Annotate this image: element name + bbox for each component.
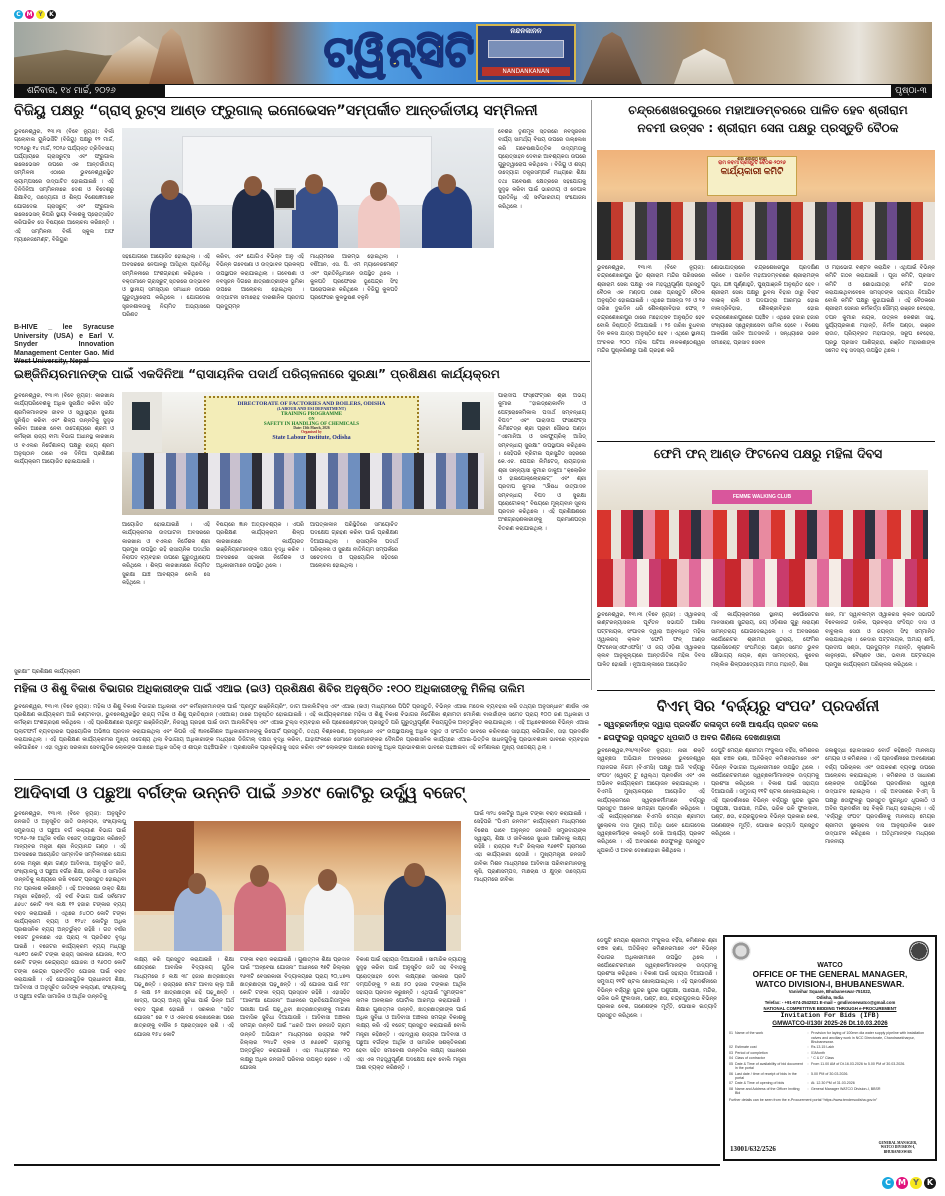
ad-cell-no: 02 (729, 1045, 733, 1050)
nandankanan-gate-image (476, 24, 576, 82)
ad-cell-value: 01Month (811, 1050, 825, 1055)
chemicals-column-3: ବିଷୟରେ ଜ୍ଞାନ ଅତ୍ୟାବଶ୍ୟକ । ଏପରି ପ୍ରଶିକ୍ଷଣ କାର୍ଯ୍ୟକ୍ରମ ଶିଳ୍ପ କାରଖାନାରେ କାର୍ଯ୍ୟରତ ଇଞ୍ଜିନିୟରମାନଙ୍କ ଦକ୍ଷତା ବୃଦ୍ଧି କରିବ । ଅବସରରେ ସହକାରୀ ନିର୍ଦ୍ଦେଶକ ଓ ଅଧିକାରୀମାନେ ଉପସ୍ଥିତ ଥିଲେ । (216, 522, 304, 570)
banner-line: State Labour Institute, Odisha (272, 435, 351, 442)
ad-cell-colon: : (807, 1071, 809, 1076)
ai-training-body: ଭୁବନେଶ୍ୱର, ୧୩।୩ (ବିବେ ନ୍ୟୁଜ): ମହିଳା ଓ ଶିଶୁ ବିକାଶ ବିଭାଗର ଅଧିକାରୀ ଏବଂ କର୍ମଚାରୀମାନଙ୍କ ପାଇଁ 'ପ୍ରମ୍ପ୍ଟ ଇଞ୍ଜିନିୟରିଂ', ଡାଟା ଆନାଲିଟିକ୍ସ ଏବଂ ଏଆଇ (ଇଓ) ମାଧ୍ୟମରେ ପିପିଟି ପ୍ରସ୍ତୁତି, ବିଭିନ୍ନ ଏଆଇ ମଡେଲ ବ୍ୟବହାର କରି ତଥ୍ୟର ଅନୁସନ୍ଧାନ' ଶୀର୍ଷକ ଏକ ପ୍ରଶିକ୍ଷଣ କାର୍ଯ୍ୟକ୍ରମ ଆଜି କଣ୍ଟାବାଡ଼ା, ଭୁବନେଶ୍ୱରସ୍ଥିତ ରାଜ୍ୟ ମହିଳା ଓ ଶିଶୁ ପ୍ରତିଷ୍ଠାନ (ଏସଆଇ) ଠାରେ ଅନୁଷ୍ଠିତ ହୋଇଯାଇଛି । ଏହି କାର୍ଯ୍ୟକ୍ରମରେ ମହିଳା ଓ ଶିଶୁ ବିକାଶ ବିଭାଗର ନିର୍ଦ୍ଦେଶିକା ଶ୍ରୀମତୀ ମୋନିଶା ବାନାର୍ଜୀଙ୍କ ସମେତ ପ୍ରାୟ ୧୦୦ ଜଣ ଅଧିକାରୀ ଓ କର୍ମଚାରୀ ଅଂଶଗ୍ରହଣ କରିଥିଲେ । ଏହି ପ୍ରଶିକ୍ଷଣରେ ପ୍ରମ୍ପ୍ଟ ଇଞ୍ଜିନିୟରିଂ, ନିଜସ୍ୱ ଗ୍ରହଣ ପାଇଁ ଡାଟା ଆନାଲିଟିକ୍ସ ଏବଂ ଏଆଇ ଟୁଲ୍ସ ବ୍ୟବହାର କରି ପ୍ରେଜେଣ୍ଟେସନ୍ ପ୍ରସ୍ତୁତି ପରି ଗୁରୁତ୍ୱପୂର୍ଣ୍ଣ ବିଷୟଗୁଡ଼ିକ ଅନ୍ତର୍ଭୁକ୍ତ କରାଯାଇଥିଲା । ଏହି ଅଧିବେଶନରେ ବିଭିନ୍ନ ଏଆଇ ପ୍ଲାଟଫର୍ମ ବ୍ୟବହାରର ପ୍ରାୟୋଗିକ ଅଭିଜ୍ଞତା ପ୍ରଦାନ କରାଯାଇଥିଲା ଏବଂ କିପରି ଏହି ଜ୍ଞାନକୌଶଳ ଅଧିକାରୀମାନଙ୍କୁ ରିପୋର୍ଟ ପ୍ରସ୍ତୁତି, ତଥ୍ୟ ବିଶ୍ଳେଷଣ, ଅନୁସନ୍ଧାନ ଏବଂ ଉପସ୍ଥାପନାକୁ ଅଧିକ ଦ୍ରୁତ ଓ ସଂଗଠିତ ଭାବରେ କରିବାରେ ସାହାଯ୍ୟ କରିପାରିବ, ତାହା ପ୍ରଦର୍ଶନ କରାଯାଇଥିଲା । ଏହି ପ୍ରଶିକ୍ଷଣ କାର୍ଯ୍ୟକ୍ରମର ମୁଖ୍ୟ ଉଦ୍ଦେଶ୍ୟ ଥିଲା ବିଭାଗୀୟ ଅଧିକାରୀଙ୍କ ମଧ୍ୟରେ ଡିଜିଟାଲ୍ ଦକ୍ଷତା ବୃଦ୍ଧି କରିବା, ଯାହାଫଳରେ ସେମାନେ ସେମାନଙ୍କର ଦୈନନ୍ଦିନ ପ୍ରଶାସନିକ କାର୍ଯ୍ୟରେ ଏଆଇ-ଭିତ୍ତିକ ସାଧନଗୁଡ଼ିକୁ ପ୍ରଭାବଶାଳୀ ଭାବରେ ବ୍ୟବହାର କରିପାରିବେ । ଏହା ଦ୍ୱାରା ସରକାରୀ ସେବାଗୁଡ଼ିକ ଲୋକଙ୍କ ପାଖରେ ଅଧିକ ସଠିକ୍ ଓ ଶୀଘ୍ର ପହଞ୍ଚିପାରିବ । ପ୍ରଶାସନିକ ପ୍ରକ୍ରିୟାକୁ ସହଜ କରିବା ଏବଂ ଲୋକଙ୍କ ପାଖରେ ସେବାକୁ ଅଧିକ ପ୍ରଭାବଶାଳୀ ଭାବରେ ପହଞ୍ଚାଇବା ଏହି କର୍ମଶାଳାର ମୁଖ୍ୟ ଉଦ୍ଦେଶ୍ୟ ଥିଲା । (14, 704, 589, 752)
bmc-column-1: ଭୁବନେଶ୍ୱର,୧୩/୩(ବିବେ ନ୍ୟୁଜ): ନାରୀ ଶକ୍ତି ସ୍ୱଚ୍ଛତା ଅଭିଯାନ ଅବସରରେ ଭୁବନେଶ୍ୱର ମହାନଗର ନିଗମ (ବିଏମସି) ପକ୍ଷରୁ ଆଜି 'ବର୍ଜ୍ୟରୁ ସଂପଦ' (ୱେଷ୍ଟ୍ ଟୁ ୱେଲ୍ଥ) ପ୍ରଦର୍ଶନୀ ଏବଂ ଏକ ଅଭିନବ କାର୍ଯ୍ୟକ୍ରମ ଆୟୋଜନ କରାଯାଇଥିଲା । ବିଏମସି ମୁଖ୍ୟାଳୟରେ ଆୟୋଜିତ ଏହି କାର୍ଯ୍ୟକ୍ରମରେ ସ୍ୱଚ୍ଛକର୍ମୀମାନେ ବର୍ଜ୍ୟରୁ ପ୍ରସ୍ତୁତ ଅନେକ ସାମଗ୍ରୀ ପ୍ରଦର୍ଶନ କରିଥିଲେ । ଏହି କାର୍ଯ୍ୟକ୍ରମରେ ବିଏମସି ମେୟର ଶ୍ରୀମତୀ ସୁଲୋଚନା ଦାସ ମୁଖ୍ୟ ଅତିଥି ଭାବେ ଯୋଗଦେଇ ସ୍ୱଚ୍ଛକର୍ମୀଙ୍କ କଳାକୃତି ଦେଖି ଆଶ୍ଚର୍ଯ୍ୟ ପ୍ରକଟ କରିଥିଲେ । ଏହି ଅବସରରେ ଛତାଫୁଲରୁ ପ୍ରସ୍ତୁତ ଧୂପକାଠି ଓ ଅବର ଦେଖଣାହାରୀ କିଣିଥିଲେ । (597, 748, 705, 854)
nandankanan-odia-sign: ନନ୍ଦନକାନନ (510, 27, 542, 35)
watco-logo-icon (909, 941, 929, 961)
bmc-subheading-2: - ଛତାଫୁଲରୁ ପ୍ରସ୍ତୁତ ଧୂପକାଠି ଓ ଅବର କିଣିଲେ ଦେଖଣାହାରୀ (598, 733, 781, 742)
headline-ramnavami-line-2: ନବମୀ ଉତ୍ସବ : ଶ୍ରୀରାମ ସେନା ପକ୍ଷରୁ ପ୍ରସ୍ତୁତି ବୈଠକ (637, 121, 899, 135)
ad-code: 13001/632/2526 (730, 1145, 776, 1153)
ad-cell-no: 06 (729, 1071, 733, 1076)
ad-cell-value: Rs.13.15 Lakh (811, 1045, 835, 1050)
tribal-column-1: ଭୁବନେଶ୍ୱର, ୧୩।୩ (ବିବେ ନ୍ୟୁଜ): ଅନୁସୂଚିତ ଜନଜାତି ଓ ଅନୁସୂଚିତ ଜାତି ଉନ୍ନୟନ, ସଂଖ୍ୟାଲଘୁ ସମ୍ପ୍ରଦାୟ ଓ ପଛୁଆ ବର୍ଗ କଲ୍ୟାଣ ବିଭାଗ ପାଇଁ ୨୦୨୬–୨୭ ଆର୍ଥିକ ବର୍ଷର ବଜେଟ୍ ଉପସ୍ଥାପନା କରିଛନ୍ତି ମାନ୍ୟବର ମନ୍ତ୍ରୀ ଶ୍ରୀ ନିତ୍ୟାନନ୍ଦ ଗଣ୍ଡ । ଏହି ଅବସରରେ ଆୟୋଜିତ ସାମ୍ବାଦିକ ସମ୍ମିଳନୀରେ ଯୋଗ ଦେଇ ମନ୍ତ୍ରୀ ଶ୍ରୀ ଗଣ୍ଡ ଆଦିବାସୀ, ଅନୁସୂଚିତ ଜାତି, ସଂଖ୍ୟାଲଘୁ ଓ ପଛୁଆ ବର୍ଗର ଶିକ୍ଷା, ଜୀବିକା ଓ ସାମାଜିକ ଉନ୍ନତିକୁ ଲକ୍ଷ୍ୟରେ ରଖି ବଜେଟ୍ ପ୍ରସ୍ତୁତ ହୋଇଥିବା ମତ ପ୍ରକାଶ କରିଛନ୍ତି । ଏହି ଅବସରରେ ଉକ୍ତ ଶିକ୍ଷା ମନ୍ତ୍ରୀ କହିଛନ୍ତି, ଏହି ବର୍ଷ ବିଭାଗ ପାଇଁ ସର୍ବମୋଟ ୬୬୪୯ କୋଟି ୩୩ ଲକ୍ଷ ୧୨ ହଜାର ଟଙ୍କାର ବ୍ୟୟ ବରାଦ କରାଯାଇଛି । ଏଥିରେ ୫୪୦୦ କୋଟି ଟଙ୍କା କାର୍ଯ୍ୟକ୍ରମ ବ୍ୟୟ ଓ ୧୨୪୯ କୋଟିରୁ ଅଧିକ ପ୍ରଶାସନିକ ବ୍ୟୟ ଅନ୍ତର୍ଭୁକ୍ତ ରହିଛି । ଗତ ବର୍ଷର ବଜେଟ ତୁଳନାରେ ଏହା ପ୍ରାୟ ୩ ପ୍ରତିଶତ ବୃଦ୍ଧି ପାଇଛି । ବଜେଟର କାର୍ଯ୍ୟକ୍ରମ ବ୍ୟୟ ମଧ୍ୟରୁ ୩୬୧୦ କୋଟି ଟଙ୍କା ରାଜ୍ୟ ସରକାର ଯୋଜନା, ୧୯୦ କୋଟି ଟଙ୍କା କେନ୍ଦ୍ରାୟତ ଯୋଜନା ଓ ୧୬୦୦ କୋଟି ଟଙ୍କା କେନ୍ଦ୍ର ପ୍ରବର୍ତ୍ତିତ ଯୋଜନା ପାଇଁ ବରାଦ କରାଯାଇଛି । ଏହି ଯୋଜନାଗୁଡ଼ିକ ପ୍ରାଧାନତଃ ଶିକ୍ଷା, ଆଦିବାସୀ ଓ ଅନୁସୂଚିତ ଜାତିଙ୍କ କଲ୍ୟାଣ, ସଂଖ୍ୟାଲଘୁ ଓ ପଛୁଆ ବର୍ଗର ସାମାଜିକ ଓ ଆର୍ଥିକ ଉନ୍ନତିକୁ (14, 811, 126, 1000)
banner-line: DIRECTORATE OF FACTORIES AND BOILERS, ODISHA (237, 401, 386, 407)
head (404, 863, 425, 887)
masthead-title: ଟ୍ୱିନ୍‌ସିଟି (324, 27, 476, 76)
bmc-subheading-1: - ସ୍ୱଚ୍ଛକର୍ମୀଙ୍କ ଦ୍ୱାରା ପ୍ରଦର୍ଶିତ କଳାକୃତୀ ଦେଖି ଆଶ୍ଚର୍ଯ୍ୟ ପ୍ରକଟ କଲେ (598, 720, 819, 729)
window (132, 402, 150, 430)
femme-banner (712, 490, 812, 504)
tribal-column-4: ବିକାଶ ପାଇଁ ସହାୟତା ଦିଆଯାଉଛି । ସାମାଜିକ ନ୍ୟାୟକୁ ସୁଦୃଢ଼ କରିବା ପାଇଁ ଅନୁସୂଚିତ ଜାତି ସହ ବିବାହକୁ ପ୍ରୋତ୍ସାହନ ଦେବା ଲକ୍ଷ୍ୟରେ ସରକାର ପ୍ରତି ଦମ୍ପତିଙ୍କୁ ୨ ଲକ୍ଷ ୫୦ ହଜାର ଟଙ୍କାର ଆର୍ଥିକ ସହାୟତା ପ୍ରଦାନ କରୁଛନ୍ତି । ଏଥିପାଇଁ “ସୁମଙ୍ଗଳ” ନାମକ ଅନଲାଇନ ପୋର୍ଟାଲ ଆରମ୍ଭ କରାଯାଇଛି । ଶିକ୍ଷାର ଗୁଣାତ୍ମକ ଉନ୍ନତି, ଛାତ୍ରଛାତ୍ରୀଙ୍କ ପାଇଁ ଅଧିକ ସୁବିଧା ଓ ଆଦିବାସୀ ଅଞ୍ଚଳର ସମଗ୍ର ବିକାଶକୁ ଲକ୍ଷ୍ୟ କରି ଏହି ବଜେଟ୍ ପ୍ରସ୍ତୁତ କରାଯାଇଛି ବୋଲି ମନ୍ତ୍ରୀ କହିଛନ୍ତି । ଏହାଦ୍ୱାରା ରାଜ୍ୟର ଆଦିବାସୀ ଓ ପଛୁଆ ବର୍ଗଙ୍କ ଆର୍ଥିକ ଓ ସାମାଜିକ ସଶକ୍ତିକରଣ ହେବା ସହିତ ସମାବେଶୀ ଉନ୍ନତିର ଲକ୍ଷ୍ୟ ସାଧନରେ ଏହା ଏକ ମହତ୍ତ୍ୱପୂର୍ଣ୍ଣ ପଦକ୍ଷେପ ହେବ ବୋଲି ମନ୍ତ୍ରୀ ଆଶା ବ୍ୟକ୍ତ କରିଛନ୍ତି । (356, 957, 466, 1071)
femme-column-2: ଏହି କାର୍ଯ୍ୟକ୍ରମରେ ସ୍ଥାନୀୟ କର୍ପୋରେଟର ମାନସୀରାଣୀ ସୁନ୍ଦରାୟ, ଜୟ ଓଡ଼ିଶାର ଗୁରୁ ନାରାୟଣ ସାମନ୍ତରାୟ ଯୋଗଦେଇଥିଲେ । ଏ ଅବସରରେ କର୍ପୋରେଟର ଶ୍ରୀମତୀ ସୁନ୍ଦରାୟ, ଫେମିର ପ୍ରେସିଡେଣ୍ଟ ସଂଘମିତ୍ରା ପଣ୍ଡା ସମେତ ଭୁବନ ସୌଭାଗ୍ୟ ନାୟକ, ଶ୍ରୀ ସାମନ୍ତରାୟ, କୁବେର ମଲ୍ଲିକ ଶିଳ୍ପଉଦ୍ୟୋଗୀ ମମତା ମହାନ୍ତି, ଶିଖା (711, 612, 819, 668)
bgu-column-2: ସହଯୋଗରେ ଆୟୋଜିତ ହୋଇଥିଲା । ଏହି ଅବସରରେ ନେପାଳରୁ ଆସିଥିବା ପ୍ରତିନିଧି ସମ୍ମିଳନୀରେ ଅଂଶଗ୍ରହଣ କରିଥିଲେ । ବକ୍ତାମାନେ ଗ୍ରାସରୁଟ୍ ସ୍ତରରେ ଉଦ୍ଭାବନ ଓ ସ୍ଥାନୀୟ ସମସ୍ୟାର ସମାଧାନ ଉପରେ ଗୁରୁତ୍ୱାରୋପ କରିଥିଲେ । ଯୋଗଦେଇ ସୃଜନଶୀଳତାକୁ ନିୟମିତ ଅଭ୍ୟାସରେ ପରିଣତ (122, 254, 210, 319)
training-banner (204, 396, 419, 458)
headline-femme: ଫେମି ଫନ୍ ଆଣ୍ଡ ଫିଟନେସ ପକ୍ଷରୁ ମହିଳା ଦିବସ (653, 446, 883, 461)
odisha-govt-emblem-icon (731, 941, 751, 961)
mukteswar-temple-image (582, 32, 642, 84)
ad-bidding-type: NATIONAL COMPETITIVE BIDDING THROUGH e-PROCUREMENT (763, 1005, 897, 1011)
banner-line: ON (308, 416, 315, 422)
head (244, 176, 262, 196)
memento-plaque (274, 188, 296, 210)
ad-ifb-title: Invitation For Bids (IFB) (780, 1011, 880, 1019)
chemicals-column-4: ଆପତ୍‌କାଳୀନ ପରିସ୍ଥିତିରେ ସମୟୋଚିତ ପଦକ୍ଷେପ ଗ୍ରହଣ କରିବା ପାଇଁ ପ୍ରଶିକ୍ଷଣ ଦିଆଯାଇଥିଲା । ରାସାୟନିକ ପଦାର୍ଥ ପରିଚାଳନା ଓ ସୁରକ୍ଷା ନୀତିନିୟମ ସମ୍ପର୍କରେ ସଚେତନତା ଓ ପ୍ରାୟୋଗିକ ସହିତରେ ଆଲୋଚନା ହୋଇଥିଲା । (310, 522, 398, 570)
banner-line: (LABOUR AND ESI DEPARTMENT) (277, 406, 346, 412)
bgu-column-4: ମାଧ୍ୟମରେ ଆରମ୍ଭ ହୋଇଥିଲା । ବର୍ଷିଆନ, ଏସ. ପି. ଏମ ମ୍ୟାନେଜମେଣ୍ଟ ଏବଂ ପ୍ରତିନିଧିମାନେ ଉପସ୍ଥିତ ଥିଲେ । କୁଳପତି ପ୍ରଫେସର ଭୂପେନ୍ଦ୍ର ସିଂହ ପାରୋପକାର କରିଥିଲେ । ବିଜିୟୁ କୁଳପତି ପ୍ରଫେସର କୁଳଭୂଷଣ ବଳୁନି (310, 254, 398, 302)
femme-column-3: ଖାନ, ମା' ସ୍ୱାବଲମ୍ବୀ ଓ୍ୱାକରସ କ୍ଲବ ସଭାପତି ବିବେକାନନ୍ଦ ଡାଳିକ, ପ୍ରବକ୍ତା ସଂଦିପ୍ତ ଦାସ ଓ ବାବୁଲାଲ ସେଠୀ ଓ ଜୟନ୍ତୀ ସିଂହ ସମ୍ମାନିତ କରାଯାଇଥିଲା । କେଦାର ପଟ୍ଟନାୟକ, ଅମାୟ ଶର୍ମା, ପ୍ରଦୀପ ସଣ୍ଡା, ପ୍ରଦ୍ୟୁମ୍ନ ମହାନ୍ତି, କୃଷ୍ଣାଲି କାନୁନ୍‌ଗୋ, ବୈଷ୍ଣବ ଓଝା, ଭବାନୀ ପଟ୍ଟନାୟକ ପ୍ରମୁଖ କାର୍ଯ୍ୟକ୍ରମ ପରିଚାଳନା କରିଥିଲେ । (825, 612, 935, 668)
headline-ai-training: ମହିଳା ଓ ଶିଶୁ ବିକାଶ ବିଭାଗର ଅଧିକାରୀଙ୍କ ପାଇଁ ଏଆଇ (ଇଓ) ପ୍ରଶିକ୍ଷଣ ଶିବିର ଅନୁଷ୍ଠିତ :୧୦୦ ଅଧିକାରୀଙ୍କୁ ମିଳିଲା ତାଲିମ (14, 683, 525, 695)
ad-cell-key: Date & Time of opening of bids (735, 1081, 785, 1086)
ad-cell-value: General Manager WATCO Division-I, BBSR (811, 1086, 881, 1091)
tribal-press-conference-photo (134, 821, 461, 951)
ad-cell-colon: : (807, 1031, 809, 1036)
banner-line: TRAINING PROGRAMME (280, 411, 343, 417)
black-mark: K (47, 10, 56, 19)
ad-cell-key: Estimate cost (735, 1045, 757, 1050)
ad-cell-value: From 11.00 AM of Dt.16.03.2026 to 5.00 PM of 30.03.2026. (811, 1061, 906, 1066)
bottom-rule (14, 1164, 720, 1166)
banner-line: କାର୍ଯ୍ୟକାରୀ କମିଟି (720, 165, 784, 176)
watco-tender-advertisement (723, 935, 937, 1161)
ramnavami-group-photo (597, 150, 935, 260)
ad-further-details: Further details can be seen from the e-Procurement portal “https://www.tendersodisha.gov.in” (729, 1098, 878, 1103)
banner-line: SAFETY IN HANDLING OF CHEMICALS (263, 421, 360, 427)
crowd (132, 453, 484, 509)
ad-office-line-2: WATCO DIVISION-I, BHUBANESWAR. (755, 979, 905, 989)
ad-cell-value: At. 12.30 PM of 31.03.2026 (811, 1081, 855, 1086)
bgu-column-1: ଭୁବନେଶ୍ୱର, ୧୩।୩ (ବିବେ ନ୍ୟୁଜ): ବିର୍ଲା ଗ୍ଲୋବାଲ ୟୁନିଭର୍ସିଟି (ବିଜିୟୁ) ପକ୍ଷରୁ ୧୨ ମାର୍ଚ୍ଚ, ୨୦୨୬ରୁ ୧୪ ମାର୍ଚ୍ଚ, ୨୦୨୬ ପର୍ଯ୍ୟନ୍ତ ତ୍ରିଦିବସୀୟ ପର୍ଯ୍ୟାୟରେ ଗ୍ରାସରୁଟ୍ସ ଏବଂ ଫ୍ରୁଗାଲ ଇନୋଭେସନ ଉପରେ ଏକ ଆନ୍ତର୍ଜାତୀୟ ସମ୍ମିଳନୀ ଏଠାରେ ଭୁବନେଶ୍ୱରସ୍ଥିତ କ୍ୟାମ୍ପସରେ ଉଦ୍‌ଘାଟିତ ହୋଇଯାଇଛି । ଏହି ତିନିଦିନିଆ ସମ୍ମିଳନୀରେ ଦେଶ ଓ ବିଦେଶରୁ ଶିକ୍ଷାବିତ୍, ଉଦ୍ୟୋଗୀ ଓ ଶିଳ୍ପ ବିଶେଷଜ୍ଞମାନେ ଯୋଗଦେଇ ଗ୍ରାସରୁଟ୍ ଏବଂ ଫ୍ରୁଗାଲ ଇନୋଭେସନ୍ କିପରି ସ୍ଥାୟୀ ବିକାଶକୁ ପ୍ରୋତ୍ସାହିତ କରିପାରିବ ସେ ବିଷୟରେ ଆଲୋଚନା କରିଛନ୍ତି । ଏହି ସମ୍ମିଳନୀ ବିର୍ଲା ସ୍କୁଲ ଅଫ ମ୍ୟାନେଜମେଣ୍ଟ, ବିଜିୟୁର (14, 129, 114, 243)
tribal-column-2: ଲକ୍ଷ୍ୟ କରି ପ୍ରସ୍ତୁତ କରାଯାଇଛି । ଶିକ୍ଷା କ୍ଷେତ୍ରରେ ଆବାସିକ ବିଦ୍ୟାଳୟ ଗୁଡ଼ିକ ମାଧ୍ୟମରେ ୫ ଲକ୍ଷ ୩୮ ହଜାର ଛାତ୍ରଛାତ୍ରୀ ପଢ଼ୁଛନ୍ତି । ରାଜ୍ୟରେ ମୋଟ ଆବାସ ଚାଲୁ ଅଛି ୫ ଲକ୍ଷ ୫୨ ଛାତ୍ରଛାତ୍ରୀ ରହି ପଢ଼ୁଛନ୍ତି । ଖାଦ୍ୟ, ପାଠ୍ୟ ଅନ୍ୟ ସୁବିଧା ପାଇଁ ଭିନ୍ନ ଅର୍ଥ ବରାଦ ପୂରଣ ହୋଇଛି । ସରକାର “ସହିତ ଯୋଜନା” ରେ ୧ ଓ ଏକାଦଶ ଲେଖାଲେଖା ପରେ ଛାତ୍ରଙ୍କୁ ବାର୍ଷିକ ୫ ପ୍ରୋତ୍ସାହନ ରାଶି । ଏହି ଯୋଜନା ୧୫୪ କୋଟି (134, 957, 234, 1038)
ad-cell-colon: : (807, 1061, 809, 1066)
chemicals-column-2: ଆୟୋଜିତ ହୋଇଯାଇଛି । ଏହି କାର୍ଯ୍ୟକ୍ରମର ଉଦଘାଟନୀ ଅବସରରେ କାରଖାନା ଓ ବଏଲର ନିର୍ଦ୍ଦେଶକ ଶ୍ରୀ ପ୍ରମୁଖ ଉପସ୍ଥିତ ରହି ରାସାୟନିକ ପଦାର୍ଥର ନିରାପଦ ବ୍ୟବହାର ଉପରେ ଗୁରୁତ୍ୱାରୋପ କରିଥିଲେ । ଶିଳ୍ପ କାରଖାନାରେ ନିୟମିତ ସୁରକ୍ଷା ଯାଞ୍ଚ ଆବଶ୍ୟକ ବୋଲି ସେ କହିଥିଲେ । (122, 522, 210, 587)
ad-cell-key: Name and Address of the Officer Inviting Bid (735, 1086, 800, 1096)
person (422, 186, 472, 248)
ad-address-line-1: Vanivihar Square, Bhubaneswar-751022, (788, 989, 872, 994)
headline-bmc-exhibition: ବିଏମ୍ ସିର ‘ବର୍ଜ୍ୟରୁ ସଂପଦ’ ପ୍ରଦର୍ଶନୀ (656, 697, 880, 715)
ad-cell-key: Date & Time of availability of bid document in the portal (735, 1061, 803, 1071)
ad-cell-no: 01 (729, 1031, 733, 1036)
ad-contact: Telefax: - +91-674-2542821 E-mail – gmdivonewatco@gmail.com (764, 1000, 896, 1006)
divider (14, 779, 590, 780)
ad-table-row (729, 1031, 931, 1045)
ramnavami-column-2: ଶୋଭାଯାତ୍ରାରେ ଚନ୍ଦ୍ରଶେଖରପୁର ପ୍ରଦକ୍ଷିଣ କରିବେ । ପରଦିନ ମହାଆଡମ୍ବରରେ ଶ୍ରୀରାମଙ୍କ ପୂଜା, ଯଜ୍ଞ ପୂର୍ଣ୍ଣାହୁତି, ପୁଷ୍ପାଞ୍ଜଳି ଅନୁଷ୍ଠିତ ହେବ । ଶ୍ରୀରାମ ସେନା ପକ୍ଷରୁ ଭୁବନା ବିହାର ଠାରୁ ବିରାଟ ବାଇକ୍ ରାଲି ଓ ପଦଯାତ୍ରା ଆରମ୍ଭ ହୋଇ ନୀଳାଦ୍ରିବିହାର, ଶୈଳଶ୍ରୀବିହାର ହୋଇ ଚନ୍ଦ୍ରଶେଖରପୁରରେ ପହଞ୍ଚିବ । ଏଥିରେ ହଜାର ହଜାର ସଂଖ୍ୟାରେ ସ୍ୱେଚ୍ଛାସେବୀ ସାମିଲ ହେବେ । ବିଶେଷ ଆକର୍ଷଣ ସାଜିବ ଆତସବାଜି । ସନ୍ଧ୍ୟାରେ ଭଜନ ସମାରୋହ, ପ୍ରସାଦ ସେବନ (711, 265, 819, 346)
ad-table-row (729, 1086, 931, 1096)
head (370, 182, 387, 201)
cmyk-registration-marks-top (14, 10, 56, 19)
banner-line: ରାମ ନବମୀ ପ୍ରସ୍ତୁତି ବୈଠକ-୨୦୨୬ (718, 161, 786, 167)
ad-table-row (729, 1071, 931, 1081)
divider (14, 361, 590, 362)
divider (597, 690, 935, 691)
head (188, 873, 206, 894)
tribal-column-3: ଟଙ୍କା ବରାଦ କରାଯାଇଛି । ଗୁଣାତ୍ମକ ଶିକ୍ଷା ପ୍ରଦାନ ପାଇଁ “ଅନ୍ବେଷା ଯୋଜନା” ଅଧୀନରେ ୧୭ଟି ଜିଲ୍ଲାର ୧୬୩ଟି ବେସରକାରୀ ବିଦ୍ୟାଳୟରେ ପ୍ରାୟ ୨୦,୪୭୩ ଛାତ୍ରଛାତ୍ରୀ ପଢ଼ୁଛନ୍ତି । ଏହି ଯୋଜନା ପାଇଁ ୧୫୮ କୋଟି ଟଙ୍କା ବ୍ୟୟ ପ୍ରସ୍ତାବ ରହିଛି । ଏହାସହିତ “ଆକାଂକ୍ଷା ଯୋଜନା” ଅଧୀନରେ ପ୍ରତିଯୋଗିତାମୂଳକ ପରୀକ୍ଷା ପାଇଁ ପଢ଼ୁଥିବା ଛାତ୍ରଛାତ୍ରୀଙ୍କୁ ମାଗଣା ଆବାସିକ ସୁବିଧା ଦିଆଯାଉଛି । ଆଦିବାସୀ ଅଞ୍ଚଳର ସମଗ୍ର ଉନ୍ନତି ପାଇଁ “ଧରତି ଆବା ଜନଜାତି ଗ୍ରାମ ଉନ୍ନତି ଅଭିଯାନ” ମାଧ୍ୟମରେ ରାଜ୍ୟର ୨୭ଟି ଜିଲ୍ଲାର ୨୩୪ଟି ବ୍ଲକ ଓ ୭୬୬୭ଟି ଗ୍ରାମକୁ ଅନ୍ତର୍ଭୁକ୍ତ କରାଯାଇଛି । ଏହା ମାଧ୍ୟମରେ ୧୦ ଲକ୍ଷରୁ ଅଧିକ ଜନଜାତି ପରିବାର ଉପକୃତ ହେବେ । ଏହି ଯୋଜନା (240, 957, 350, 1071)
ad-signatory (879, 1141, 917, 1154)
ad-cell-value: Provision for laying of 100mm dia water supply pipeline with installation valves and ancillary work in NCC Directorate, Chandrasekharpur, Bhubaneswar. (811, 1031, 925, 1044)
issue-date: ଶନିବାର, ୧୪ ମାର୍ଚ୍ଚ, ୨୦୨୬ (15, 85, 165, 97)
ad-cell-no: 08 (729, 1086, 733, 1091)
banner-line: Organised by (301, 430, 322, 435)
ad-cell-no: 05 (729, 1061, 733, 1066)
ad-cell-no: 04 (729, 1056, 733, 1061)
black-mark: K (924, 1177, 936, 1189)
person (232, 188, 274, 248)
ad-cell-value: 5.00 PM of 30.03.2026. (811, 1071, 849, 1076)
person (304, 883, 354, 951)
ad-address-line-2: Odisha, India (816, 994, 844, 1000)
bmc-column-4: ଡେପୁଟି ମେୟର ଶ୍ରୀମତୀ ମଂଜୁଲତା ବର୍ହିସ, କମିଶନର ଶ୍ରୀ ଚଞ୍ଚଳ ରାଣା, ଅତିରିକ୍ତ କମିଶନରମାନେ ଏବଂ ବିଭିନ୍ନ ବିଭାଗର ଅଧିକାରୀମାନେ ଉପସ୍ଥିତ ଥିଲେ । କର୍ପୋରେଟରମାନେ ସ୍ୱଚ୍ଛକର୍ମୀମାନଙ୍କ ଉଦ୍ୟମକୁ ପ୍ରଶଂସା କରିଥିଲେ । ବିକାଶ ପାଇଁ ସହାୟତା ଦିଆଯାଉଛି । ସମୁଦାୟ ୧୧ଟି ଷ୍ଟଲ ଖୋଲାଯାଇଥିଲା । ଏହି ପ୍ରଦର୍ଶନୀରେ ବିଭିନ୍ନ ବର୍ଜ୍ୟରୁ ସୁନ୍ଦର ସୁନ୍ଦର ପଶୁପକ୍ଷୀ, ପାପୋଛ, ମନ୍ଦିର, ଭଜିକ ଭଳି ଫୁଲଦାନୀ, ଘଣ୍ଟ, ଛତା, ଚନ୍ଦ୍ରଗୁଡ଼ଲଭ ବିଭିନ୍ନ ପ୍ରକାର ବେଶ, ଗଣେଶଙ୍କ ମୂର୍ତ୍ତି, ପୋଷାକ ଇତ୍ୟାଦି ପ୍ରସ୍ତୁତ କରିଥିଲେ । (597, 938, 717, 1019)
ad-cell-key: Period of completion (735, 1050, 768, 1055)
ad-cell-colon: : (807, 1056, 809, 1061)
bmc-column-3: ଜଳାଶୁଦ୍ଧୀ ହୋଲସାଇଡ ବୋର୍ଡ କହିଛନ୍ତି ମାନନୀୟା ମେୟର ଓ କମିଶନର । ଏହି ପ୍ରଦର୍ଶନୀରେ ଅବଶୋଷଣ ବର୍ଜ୍ୟ ପରିଚାଳନା ଏବଂ ଉପକରଣ ବ୍ୟବସ୍ଥା ଉପରେ ଆଲୋଚନା କରାଯାଇଥିଲା । କମିଶନର ଓ ସାଧାରଣ ଲୋକଙ୍କ ଉପସ୍ଥିତିରେ ପ୍ରଦର୍ଶନୀର ସ୍ୱଚ୍ଛ ଉଦ୍‌ଘାଟନ ହୋଇଥିଲା । ଏହି ଅବସରରେ ବିଏମ୍ ସି ପକ୍ଷରୁ ଛତାଫୁଲରୁ ପ୍ରସ୍ତୁତ ସୁଗନ୍ଧିତ ଧୂପକାଠି ଓ ଅବିର ପ୍ରଦର୍ଶନୀ ସହ ବିକ୍ରି ମଧ୍ୟ ହୋଇଥିଲା । ଏହି 'ବର୍ଜ୍ୟରୁ ସଂପଦ' ପ୍ରଦର୍ଶନୀକୁ ମାନନୀୟା ମେୟର ଶ୍ରୀମତୀ ସୁଲୋଚନା ଦାସ ଆନୁଷ୍ଠାନିକ ଭାବେ ଉଦ୍‌ଘାଟନ କରିଥିଲେ । ଅତିଥିମାନଙ୍କ ମଧ୍ୟରେ ମାନନୀୟା (825, 748, 935, 846)
signatory-line: GENERAL MANAGER, (878, 1140, 917, 1145)
magenta-mark: M (26, 11, 33, 18)
ad-cell-no: 03 (729, 1050, 733, 1055)
yellow-mark: Y (910, 1177, 922, 1189)
tribal-column-5: ପାଇଁ ୩୨୪ କୋଟିରୁ ଅଧିକ ଟଙ୍କା ବରାଦ କରାଯାଇଛି । ସେହିପରି “ପିଏମ ଜନମନ” କାର୍ଯ୍ୟକ୍ରମ ମାଧ୍ୟମରେ ବିଶେଷ ଭାବେ ଅନୁନ୍ନତ ଜନଜାତି ସମ୍ପ୍ରଦାୟଙ୍କ ସ୍ୱାସ୍ଥ୍ୟ, ଶିକ୍ଷା ଓ ଜୀବିକାରେ ସୁଧାର ଆଣିବାକୁ ଲକ୍ଷ୍ୟ ରହିଛି । ରାଜ୍ୟର ୧୪ଟି ଜିଲ୍ଲାର ୧୬୭୧ଟି ଗ୍ରାମରେ ଏହା କାର୍ଯ୍ୟକାରୀ ହେଉଛି । ମୁଖ୍ୟମନ୍ତ୍ରୀ ଜନଜାତି ଜୀବିକା ମିଶନ ମାଧ୍ୟମରେ ଆଦିବାସୀ ପରିବାରମାନଙ୍କୁ କୃଷି, ପ୍ରାଣୀସମ୍ପଦ, ମାଛଚାଷ ଓ କ୍ଷୁଦ୍ର ଉଦ୍ୟୋଗ ମାଧ୍ୟମରେ ଜୀବିକା (474, 811, 586, 884)
chemicals-column-1: ଭୁବନେଶ୍ୱର, ୧୩।୩ (ବିବେ ନ୍ୟୁଜ): କାରଖାନା କାର୍ଯ୍ୟପରିବେଶକୁ ଅଧିକ ସୁରକ୍ଷିତ କରିବା ସହିତ ଶ୍ରମିକମାନଙ୍କ ଜୀବନ ଓ ସ୍ୱାସ୍ଥ୍ୟର ସୁରକ୍ଷା ସୁନିଶ୍ଚିତ କରିବା ଏବଂ ଶିଳ୍ପ ଉନ୍ନତିକୁ ସୁଦୃଢ କରିବା ଆରେଖ ନେବା ଉଦ୍ଦେଶ୍ୟରେ ଶ୍ରମ ଓ କର୍ମଚାରୀ ରାଜ୍ୟ ବୀମା ବିଭାଗ ଅଧୀନସ୍ଥ କାରଖାନା ଓ ବଏଲର ନିର୍ଦ୍ଦେଶାଳୟ ପକ୍ଷରୁ ରାଜ୍ୟ ଶ୍ରମ ଅନୁଷ୍ଠାନ ଠାରେ ଏକ ଦିନିଆ ପ୍ରଶିକ୍ଷଣ କାର୍ଯ୍ୟକ୍ରମ ଆୟୋଜିତ ହୋଇଯାଇଛି । (14, 393, 114, 466)
banner-line: ଶ୍ରୀ ଶ୍ରୀରାମ ସେନା (737, 156, 767, 161)
gate-windows (488, 40, 564, 58)
shanti-stupa-image (674, 40, 734, 84)
chemicals-column-1-end: ସୁରକ୍ଷା” ପ୍ରଶିକ୍ଷଣ କାର୍ଯ୍ୟକ୍ରମ (14, 669, 81, 675)
bgu-column-3: କରିବା, ଏବଂ ଯୋଗିଏ ବିଭିନ୍ନ ଅନୁ ଏହି ବିଭିନ୍ନ ଗବେଷଣା ଓ ଉଦ୍ଭାବନ ପ୍ରକଳ୍ପ ଉପସ୍ଥାପନ କରାଯାଇଥିଲା । ଗବେଷଣା ଓ ନବସୃଜନ ଦିଗରେ ଛାତ୍ରଛାତ୍ରୀଙ୍କ ଭୂମିକା ଉପରେ ଆଲୋଚନା ହୋଇଥିଲା । ଉଦ୍‌ଘାଟନୀ ସମାରୋହ ଦାରଶାନିକ ପ୍ରତୀପ ପ୍ରଦ୍ୟୁମ୍ନ (216, 254, 304, 310)
date-bar (14, 84, 932, 98)
ad-table-row (729, 1061, 931, 1071)
head (438, 174, 456, 194)
person (292, 186, 338, 248)
bgu-column-1-english: B-HIVE _ lee Syracuse University (USA) e Earl V. Snyder Innovation Management Center Gao. Mid (14, 324, 114, 357)
ad-cell-no: 07 (729, 1081, 733, 1086)
head (250, 865, 269, 887)
banner-text: FEMME WALKING CLUB (732, 494, 792, 500)
person (150, 192, 192, 248)
person (234, 881, 286, 951)
head (318, 869, 337, 891)
ad-cell-value: “ C & D” Class (811, 1056, 834, 1061)
signatory-line: WATCO DIVISION-I, (880, 1145, 916, 1150)
headline-chemical-safety: ଇଞ୍ଜିନିୟରମାନଙ୍କ ପାଇଁ ଏକଦିନିଆ “ରାସାୟନିକ ପଦାର୍ଥ ପରିଚାଳନାରେ ସୁରକ୍ଷା” ପ୍ରଶିକ୍ଷଣ କାର୍ଯ୍ୟକ୍ରମ (14, 367, 501, 381)
ad-cell-colon: : (807, 1045, 809, 1050)
femme-group-photo (597, 470, 928, 607)
crowd-standing (597, 510, 928, 560)
ad-cell-colon: : (807, 1086, 809, 1091)
divider (597, 441, 935, 442)
head (161, 180, 179, 200)
nandankanan-english-sign: NANDANKANAN (482, 67, 570, 76)
ad-cell-key: Last date / time of receipt of bids in the portal (735, 1071, 797, 1080)
ramnavami-banner (707, 156, 797, 196)
yellow-mark: Y (36, 10, 45, 19)
headline-tribal-budget: ଆଦିବାସୀ ଓ ପଛୁଆ ବର୍ଗଙ୍କ ଉନ୍ନତି ପାଇଁ ୬୬୪୯ କୋଟିରୁ ଉର୍ଦ୍ଧ୍ୱ ବଜେଟ୍ (14, 783, 465, 802)
head (305, 174, 323, 194)
ad-reference: GMWATCO-I/130/ 2025-26 Dt.10.03.2026 (772, 1019, 888, 1027)
person (358, 194, 400, 248)
ad-cell-colon: : (807, 1050, 809, 1055)
masthead-banner (14, 22, 932, 84)
bgu-conference-photo (122, 128, 494, 248)
divider (14, 679, 590, 680)
femme-column-1: ଭୁବନେଶ୍ୱର, ୧୩।୩ (ବିବେ ନ୍ୟୁଜ) : ଓ୍ୱାକରସ୍ ଇଣ୍ଟରନ୍ୟାସନାଲ ପୂର୍ବତନ ସଭାପତି ଆଶିଷ ପଟ୍ଟନାୟକ, ସଂପାଦକ ଦ୍ୱାରା ଅନୁବନ୍ଧିତ ମହିଳା ଓ୍ୱାକରସ୍ କ୍ଲବ ‘ଫେମି ଫନ୍ ଆଣ୍ଡ ଫିଟନେସ(ଏଫଏଫସି)’ ଓ ଜୟ ଓଡ଼ିଶା ଓ୍ୱାକରସ କ୍ଲବ ଆନୁକୂଲ୍ୟରେ ଆନ୍ତର୍ଜାତିକ ମହିଳା ଦିବସ ପାଳିତ ହୋଇଛି । ନୂଆପାଲ୍ଲୀରେ ଆୟୋଜିତ (597, 612, 705, 668)
ad-cell-key: Name of the work (735, 1031, 764, 1036)
ad-org-name: WATCO (817, 962, 843, 969)
headline-bgu: ବିଜିୟୁ ପକ୍ଷରୁ “ଗ୍ରାସ୍ ରୁଟ୍ସ ଆଣ୍ଡ ଫ୍ରୁଗାଲ୍ ଇନୋଭେସନ”ସମ୍ପର୍କୀତ ଆନ୍ତର୍ଜାତୀୟ ସମ୍ମିଳନୀ (14, 103, 538, 119)
ad-cell-key: Class of contractor (735, 1056, 765, 1061)
ad-details-table (729, 1031, 931, 1096)
cmyk-registration-marks-bottom (882, 1177, 936, 1189)
chemicals-column-5: ପାରାଦୀପ ଫସ୍‌ଫେଟ୍‌ସର ଶ୍ରୀ ଅଭୟ କୁମାର “ହାଇଡ୍ରୋକାର୍ବନ ଓ ପେଟ୍ରୋକେମିକାଲ ପଦାର୍ଥ ସମ୍ବନ୍ଧୀୟ ବିପଦ” ଏବଂ ପାରାଦୀପ ଫସଫେଟ୍ସ ଲିମିଟେଡ୍ର ଶ୍ରୀ ପ୍ରାଚୀ ସୌରଭ ପଣ୍ଡା “ଏମୋନିଆ ଓ ସଲଫ୍ୟୁରିକ୍ ଆସିଡ୍ ସମ୍ବନ୍ଧୀୟ ସୁରକ୍ଷା” ଉପସ୍ଥାପନା କରିଥିଲେ । ସେହିପରି ବ୍ରିଟାଇ ପ୍ରସୁନ୍ଦିତ ସହରରେ କେ.ଏଚ. ପେପର ଲିମିଟେଡ୍, ରାୟଗଡ଼ାର ଶ୍ରୀ ସନ୍ନ୍ୟାସୀ କୁମାର ଡାକୁଆ “କ୍ଲୋରିନ ଓ ହାଇପୋକ୍ଲୋରାଇଟ୍” ଏବଂ ଶ୍ରୀ ପ୍ରଦୀପ କୁମାର “ଔଷଧ ଉତ୍ପାଦନ ସମ୍ବନ୍ଧୀୟ ବିପଦ ଓ ସୁରକ୍ଷା ପ୍ରୋଟୋକଲ୍” ବିଷୟରେ ମୂଲ୍ୟବାନ ସୂଚନା ପ୍ରଦାନ କରିଥିଲେ । ଏହି ପ୍ରଶିକ୍ଷଣରେ ଅଂଶଗ୍ରହଣକାରୀଙ୍କୁ ପ୍ରମାଣପତ୍ର ବିତରଣ କରାଯାଇଥିଲା । (498, 393, 586, 532)
cyan-mark: C (882, 1177, 894, 1189)
signatory-line: BHUBANESWAR (883, 1149, 912, 1154)
crowd-seated (597, 559, 928, 607)
bmc-column-2: ଡେପୁଟି ମେୟର ଶ୍ରୀମତୀ ମଂଜୁଲତା ବର୍ହିସ, କମିଶନର ଶ୍ରୀ ଚଞ୍ଚଳ ରାଣା, ଅତିରିକ୍ତ କମିଶନରମାନେ ଏବଂ ବିଭିନ୍ନ ବିଭାଗର ଅଧିକାରୀମାନେ ଉପସ୍ଥିତ ଥିଲେ । କର୍ପୋରେଟରମାନେ ସ୍ୱଚ୍ଛକର୍ମୀମାନଙ୍କ ଉଦ୍ୟମକୁ ପ୍ରଶଂସା କରିଥିଲେ । ବିକାଶ ପାଇଁ ସହାୟତା ଦିଆଯାଉଛି । ସମୁଦାୟ ୧୧ଟି ଷ୍ଟଲ ଖୋଲାଯାଇଥିଲା । ଏହି ପ୍ରଦର୍ଶନୀରେ ବିଭିନ୍ନ ବର୍ଜ୍ୟରୁ ସୁନ୍ଦର ସୁନ୍ଦର ପଶୁପକ୍ଷୀ, ପାପୋଛ, ମନ୍ଦିର, ଭଜିକ ଭଳି ଫୁଲଦାନୀ, ଘଣ୍ଟ, ଛତା, ଚନ୍ଦ୍ରଗୁଡ଼ଲଭ ବିଭିନ୍ନ ପ୍ରକାର ବେଶ, ଗଣେଶଙ୍କ ମୂର୍ତ୍ତି, ପୋଷାକ ଇତ୍ୟାଦି ପ୍ରସ୍ତୁତ କରିଥିଲେ । (711, 748, 819, 837)
person (174, 887, 222, 951)
bgu-column-5: ବେଶର ତୃଣମୂଳ ସ୍ତରରେ ନବସୃଜନର ବାର୍ଯ୍ୟ ସାମର୍ଥ୍ୟ ବିଷୟ ଉପରେ ଉଲ୍ଲେଖ କରି ଗବେଷଣାଭିତ୍ତିକ ଉଦ୍ୟମତାକୁ ପ୍ରୋତ୍ସାହନ ଦେବାର ଆବଶ୍ୟକତା ଉପରେ ଗୁରୁତ୍ୱାରୋପ କରିଥିଲେ । ବିଜିୟୁ ଓ ଶସ୍ୟ ଉଦ୍ୟୋଗ ତନ୍ତ୍ରସମ୍ପର୍କ ମଧ୍ୟରେ ଶିକ୍ଷା ତଥା ଗବେଷଣା କ୍ଷେତ୍ରରେ ସହଯୋଗକୁ ସୁଦୃଢ କରିବା ପାଇଁ ଭାରତୀୟ ଓ ନେପାଳ ପ୍ରତିନିଧି ଏହି ସର୍ବଭାରତୀୟ ସଂଯୋଜନା କରିଥିଲେ । (498, 129, 586, 210)
chemicals-group-photo (122, 392, 494, 515)
magenta-mark: M (896, 1177, 908, 1189)
crowd (597, 202, 935, 260)
ad-office-line-1: OFFICE OF THE GENERAL MANAGER, (752, 969, 908, 979)
ramnavami-column-3: ଓ ମହାଭୋଗ ବଣ୍ଟନ କରାଯିବ । ଏଥିପାଇଁ ବିଭିନ୍ନ କମିଟି ଗଠନ କରାଯାଇଛି । ପୂଜା କମିଟି, ପ୍ରସାଦ କମିଟି ଓ ଶୋଭାଯାତ୍ରା କମିଟି ଗଠନ କରାଯାଇଥିବାବେଳେ ସମସ୍ତଙ୍କ ସହାୟତା ନିଆଯିବ ବୋଲି କମିଟି ପକ୍ଷରୁ କୁହାଯାଇଛି । ଏହି ବୈଠକରେ ଶ୍ରୀରାମ ସେନାର କର୍ମକର୍ତ୍ତା ସୌମ୍ୟ ରଞ୍ଜନ ବେହେରା, ତପନ କୁମାର ନାୟକ, ଉତ୍କଳ କେଶରୀ ସାହୁ, ସୁର୍ଯ୍ୟପ୍ରକାଶ ମହାନ୍ତି, ନିର୍ମଳ ପଣ୍ଡା, ରଞ୍ଜନ ରାଉତ, ପ୍ରିୟବ୍ରତ ମହାପାତ୍ର, ସରୂପ ବେହେରା, ପ୍ରଭୁ ପ୍ରସାଦ ପାଣିଗ୍ରାହୀ, ରଞ୍ଜିତ ମହାରଣାଙ୍କ ସମେତ ବହୁ ସଦସ୍ୟ ଉପସ୍ଥିତ ଥିଲେ । (825, 265, 935, 354)
banner-line: Date: 13th March, 2026 (293, 426, 330, 431)
page-number: ପୃଷ୍ଠା-୩ (891, 85, 931, 97)
cyan-mark: C (14, 10, 23, 19)
ramnavami-column-1: ଭୁବନେଶ୍ୱର, ୧୩।୩ (ବିବେ ନ୍ୟୁଜ): ଚନ୍ଦ୍ରଶେଖରପୁର ସ୍ଥିତ ଶ୍ରୀରାମ ମନ୍ଦିର ପରିସରରେ ଶ୍ରୀରାମ ସେନା ପକ୍ଷରୁ ଏକ ମହତ୍ତ୍ୱପୂର୍ଣ୍ଣ ପ୍ରସ୍ତୁତି ବୈଠକ ଏକ ମଣ୍ଡପ ଠାରେ ପ୍ରସ୍ତୁତି ବୈଠକ ଅନୁଷ୍ଠିତ ହୋଇଯାଇଛି । ଏଥିରେ ଆସନ୍ତା ୨୫ ଓ ୨୬ ତାରିଖ ଦୁଇଦିନ ଧରି ଶୈଳଶ୍ରୀବିହାର ଫେଜ୍ ୨ ଚନ୍ଦ୍ରଶେଖରପୁର ଠାରେ ମହୋତ୍ସବ ଅନୁଷ୍ଠିତ ହେବ ବୋଲି ନିଷ୍ପତ୍ତି ନିଆଯାଇଛି । ୨୫ ତାରିଖ ବୁଧବାର ଦିନ କଳସ ଯାତ୍ରା ଅନୁଷ୍ଠିତ ହେବ । ଏଥିରେ ସ୍ଥାନୀୟ ଅଂଚଳର ୨୦୦ ମହିଳା ପଟିଆ ନୀଳକଣ୍ଠେଶ୍ୱର ମନ୍ଦିର ପୁଷ୍କରିଣୀରୁ ପାଣି ଗ୍ରହଣ କରି (597, 265, 705, 354)
ad-cell-colon: : (807, 1081, 809, 1086)
headline-ramnavami-line-1: ଚନ୍ଦ୍ରଶେଖରପୁରରେ ମହାଆଡମ୍ବରରେ ପାଳିତ ହେବ ଶ୍ରୀରାମ (628, 103, 908, 117)
window (462, 402, 480, 430)
column-divider (591, 100, 592, 690)
